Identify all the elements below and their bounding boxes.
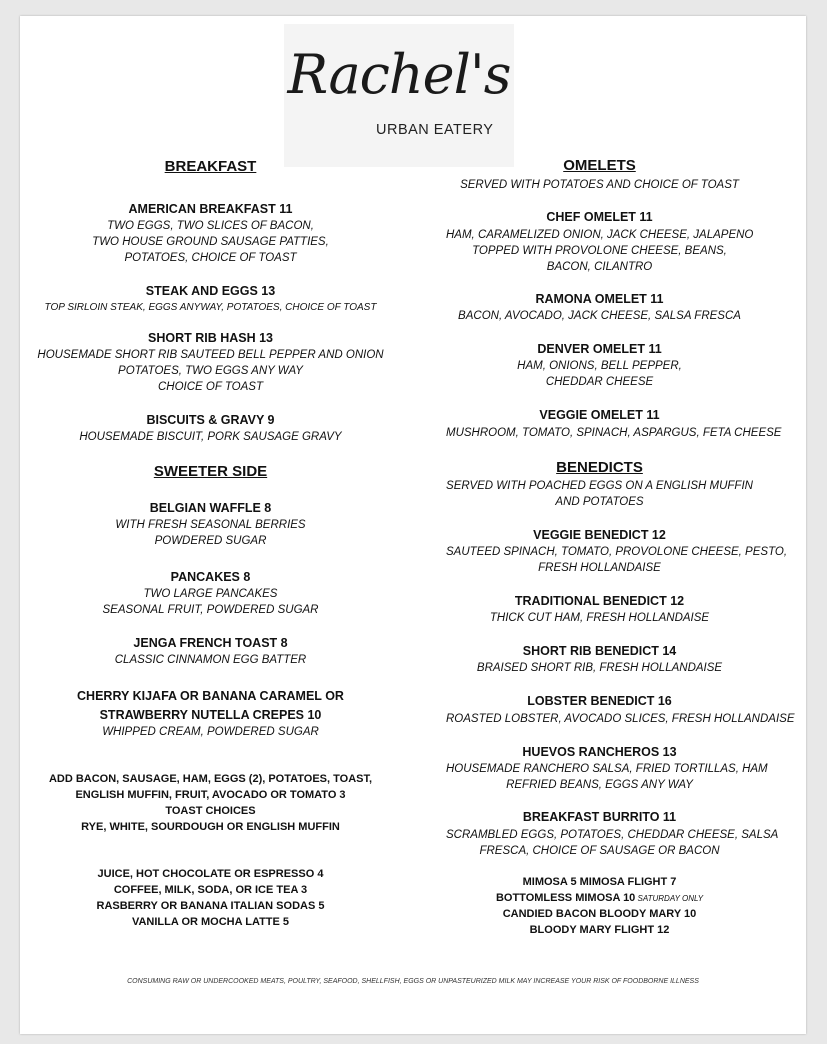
menu-item-name <box>446 745 753 759</box>
logo <box>284 24 514 167</box>
menu-item-name <box>446 210 753 224</box>
menu-item-name <box>446 292 753 306</box>
menu-line-text: MIMOSA 5 MIMOSA FLIGHT 7 <box>522 876 677 888</box>
menu-item-description <box>20 365 401 377</box>
extras-line <box>20 868 401 880</box>
menu-line-text: THICK CUT HAM, FRESH HOLLANDAISE <box>489 612 710 624</box>
menu-line-note: SATURDAY ONLY <box>635 894 704 903</box>
menu-item-description <box>446 229 753 241</box>
menu-item-name <box>20 413 401 427</box>
menu-item-description <box>446 763 768 775</box>
menu-line-text: HOUSEMADE RANCHERO SALSA, FRIED TORTILLAS, HAM <box>446 763 768 775</box>
menu-item-description <box>446 779 753 791</box>
menu-item-name <box>20 331 401 345</box>
menu-line-text: SHORT RIB HASH 13 <box>147 331 274 345</box>
menu-item-description <box>446 480 753 492</box>
menu-line-text: AMERICAN BREAKFAST 11 <box>128 202 293 216</box>
menu-item-description <box>446 845 753 857</box>
menu-item-description <box>446 562 753 574</box>
logo-subtitle: URBAN EATERY <box>376 122 494 138</box>
menu-line-text: RYE, WHITE, SOURDOUGH OR ENGLISH MUFFIN <box>81 821 340 833</box>
section-heading <box>446 459 753 476</box>
menu-line-text: POTATOES, CHOICE OF TOAST <box>124 252 297 264</box>
menu-line-text: CANDIED BACON BLOODY MARY 10 <box>502 908 697 920</box>
food-safety-note: CONSUMING RAW OR UNDERCOOKED MEATS, POULTRY, SEAFOOD, SHELLFISH, EGGS OR UNPASTEURIZED MILK MAY INCREASE YOUR RISK OF FOODBORNE ILLNESS <box>127 978 699 985</box>
menu-line-text: CHEDDAR CHEESE <box>545 376 654 388</box>
menu-line-text: BISCUITS & GRAVY 9 <box>146 413 275 427</box>
extras-line <box>20 884 401 896</box>
extras-line <box>446 924 753 936</box>
menu-line-text: SAUTEED SPINACH, TOMATO, PROVOLONE CHEESE, PESTO, <box>446 546 788 558</box>
menu-item-description <box>446 376 753 388</box>
menu-item-description <box>446 662 753 674</box>
menu-line-text: JUICE, HOT CHOCOLATE OR ESPRESSO 4 <box>97 868 324 880</box>
menu-line-text: CHOICE OF TOAST <box>157 381 263 393</box>
menu-line-text: POWDERED SUGAR <box>154 535 267 547</box>
menu-item-name <box>446 644 753 658</box>
menu-item-description <box>446 496 753 508</box>
menu-line-text: TWO HOUSE GROUND SAUSAGE PATTIES, <box>92 236 329 248</box>
menu-item-name <box>20 284 401 298</box>
menu-line-text: PANCAKES 8 <box>170 570 251 584</box>
menu-line-text: RAMONA OMELET 11 <box>535 292 664 306</box>
menu-item-name <box>20 636 401 650</box>
logo-script-text: Rachel's <box>287 43 511 106</box>
menu-item-description <box>446 360 753 372</box>
menu-item-description <box>446 546 788 558</box>
menu-item-name <box>20 708 401 722</box>
menu-line-text: CHERRY KIJAFA OR BANANA CARAMEL OR <box>77 689 344 703</box>
menu-item-name <box>446 528 753 542</box>
menu-line-text: BREAKFAST <box>164 158 257 175</box>
menu-item-description <box>20 588 401 600</box>
menu-line-text: DENVER OMELET 11 <box>537 342 662 356</box>
menu-line-text: HUEVOS RANCHEROS 13 <box>522 745 677 759</box>
extras-line <box>446 876 753 888</box>
menu-item-name <box>446 342 753 356</box>
menu-line-text: STEAK AND EGGS 13 <box>145 284 276 298</box>
menu-line-text: HOUSEMADE SHORT RIB SAUTEED BELL PEPPER AND ONION <box>37 349 384 361</box>
menu-line-text: FRESH HOLLANDAISE <box>538 562 661 574</box>
extras-line <box>20 821 401 833</box>
menu-item-description <box>446 427 782 439</box>
menu-item-description <box>446 829 779 841</box>
extras-line <box>20 900 401 912</box>
menu-item-description <box>20 519 401 531</box>
menu-line-text: TOP SIRLOIN STEAK, EGGS ANYWAY, POTATOES, CHOICE OF TOAST <box>44 302 377 313</box>
menu-item-description <box>20 302 401 313</box>
menu-line-text: BRAISED SHORT RIB, FRESH HOLLANDAISE <box>476 662 723 674</box>
menu-line-text: MUSHROOM, TOMATO, SPINACH, ASPARGUS, FETA CHEESE <box>446 427 782 439</box>
menu-item-description <box>20 252 401 264</box>
menu-item-description <box>20 236 401 248</box>
menu-line-text: COFFEE, MILK, SODA, OR ICE TEA 3 <box>113 884 308 896</box>
menu-line-text: BACON, AVOCADO, JACK CHEESE, SALSA FRESCA <box>458 310 741 322</box>
menu-line-text: CHEF OMELET 11 <box>546 210 653 224</box>
section-heading <box>446 157 753 174</box>
extras-line <box>446 908 753 920</box>
menu-item-description <box>20 349 401 361</box>
menu-item-name <box>446 694 753 708</box>
menu-item-description <box>446 245 753 257</box>
menu-line-text: JENGA FRENCH TOAST 8 <box>133 636 288 650</box>
menu-line-text: RASBERRY OR BANANA ITALIAN SODAS 5 <box>96 900 325 912</box>
menu-line-text: BENEDICTS <box>556 459 643 476</box>
menu-line-text: BOTTOMLESS MIMOSA 10 <box>495 892 636 904</box>
menu-line-text: TOPPED WITH PROVOLONE CHEESE, BEANS, <box>472 245 727 257</box>
menu-line-text: AND POTATOES <box>555 496 644 508</box>
menu-item-description <box>20 726 401 738</box>
menu-item-description <box>446 179 753 191</box>
menu-line-text: SHORT RIB BENEDICT 14 <box>522 644 677 658</box>
menu-item-description <box>20 604 401 616</box>
menu-item-name <box>20 202 401 216</box>
menu-line-text: HOUSEMADE BISCUIT, PORK SAUSAGE GRAVY <box>79 431 342 443</box>
menu-line-text: VANILLA OR MOCHA LATTE 5 <box>131 916 290 928</box>
section-heading <box>20 158 401 175</box>
menu-line-text: TRADITIONAL BENEDICT 12 <box>514 594 685 608</box>
menu-line-text: BREAKFAST BURRITO 11 <box>522 810 677 824</box>
menu-line-text: SWEETER SIDE <box>153 463 268 480</box>
menu-line-text: VEGGIE OMELET 11 <box>539 408 660 422</box>
menu-item-description <box>20 535 401 547</box>
menu-item-description <box>446 310 753 322</box>
menu-line-text: POTATOES, TWO EGGS ANY WAY <box>118 365 303 377</box>
menu-item-name <box>446 810 753 824</box>
menu-item-description <box>446 261 753 273</box>
menu-line-text: BELGIAN WAFFLE 8 <box>149 501 272 515</box>
menu-item-description <box>20 381 401 393</box>
menu-line-text: SCRAMBLED EGGS, POTATOES, CHEDDAR CHEESE, SALSA <box>446 829 779 841</box>
menu-item-description <box>446 713 795 725</box>
menu-item-name <box>20 501 401 515</box>
menu-line-text: BACON, CILANTRO <box>546 261 653 273</box>
menu-line-text: ENGLISH MUFFIN, FRUIT, AVOCADO OR TOMATO 3 <box>75 789 346 801</box>
menu-line-text: FRESCA, CHOICE OF SAUSAGE OR BACON <box>479 845 720 857</box>
menu-line-text: TOAST CHOICES <box>165 805 256 817</box>
menu-line-text: OMELETS <box>563 157 636 174</box>
extras-line <box>446 892 753 904</box>
menu-line-text: LOBSTER BENEDICT 16 <box>527 694 672 708</box>
extras-line <box>20 916 401 928</box>
menu-line-text: TWO EGGS, TWO SLICES OF BACON, <box>107 220 314 232</box>
menu-line-text: SERVED WITH POTATOES AND CHOICE OF TOAST <box>460 179 739 191</box>
menu-line-text: SEASONAL FRUIT, POWDERED SUGAR <box>102 604 319 616</box>
menu-line-text: VEGGIE BENEDICT 12 <box>533 528 666 542</box>
menu-line-text: HAM, CARAMELIZED ONION, JACK CHEESE, JALAPENO <box>446 229 754 241</box>
menu-line-text: TWO LARGE PANCAKES <box>143 588 278 600</box>
menu-item-name <box>20 570 401 584</box>
menu-item-name <box>20 689 401 703</box>
section-heading <box>20 463 401 480</box>
menu-line-text: STRAWBERRY NUTELLA CREPES 10 <box>99 708 322 722</box>
menu-item-name <box>446 408 753 422</box>
extras-line <box>20 805 401 817</box>
extras-line <box>20 789 401 801</box>
extras-line <box>20 773 401 785</box>
menu-item-description <box>20 654 401 666</box>
menu-line-text: ADD BACON, SAUSAGE, HAM, EGGS (2), POTATOES, TOAST, <box>48 773 373 785</box>
menu-item-name <box>446 594 753 608</box>
menu-line-text: SERVED WITH POACHED EGGS ON A ENGLISH MUFFIN <box>446 480 753 492</box>
menu-line-text: CLASSIC CINNAMON EGG BATTER <box>114 654 307 666</box>
menu-line-text: HAM, ONIONS, BELL PEPPER, <box>517 360 682 372</box>
menu-item-description <box>446 612 753 624</box>
menu-item-description <box>20 431 401 443</box>
menu-line-text: ROASTED LOBSTER, AVOCADO SLICES, FRESH HOLLANDAISE <box>446 713 795 725</box>
menu-line-text: BLOODY MARY FLIGHT 12 <box>529 924 670 936</box>
menu-line-text: REFRIED BEANS, EGGS ANY WAY <box>506 779 693 791</box>
menu-item-description <box>20 220 401 232</box>
menu-page <box>20 16 806 1034</box>
menu-line-text: WITH FRESH SEASONAL BERRIES <box>115 519 306 531</box>
menu-line-text: WHIPPED CREAM, POWDERED SUGAR <box>102 726 319 738</box>
